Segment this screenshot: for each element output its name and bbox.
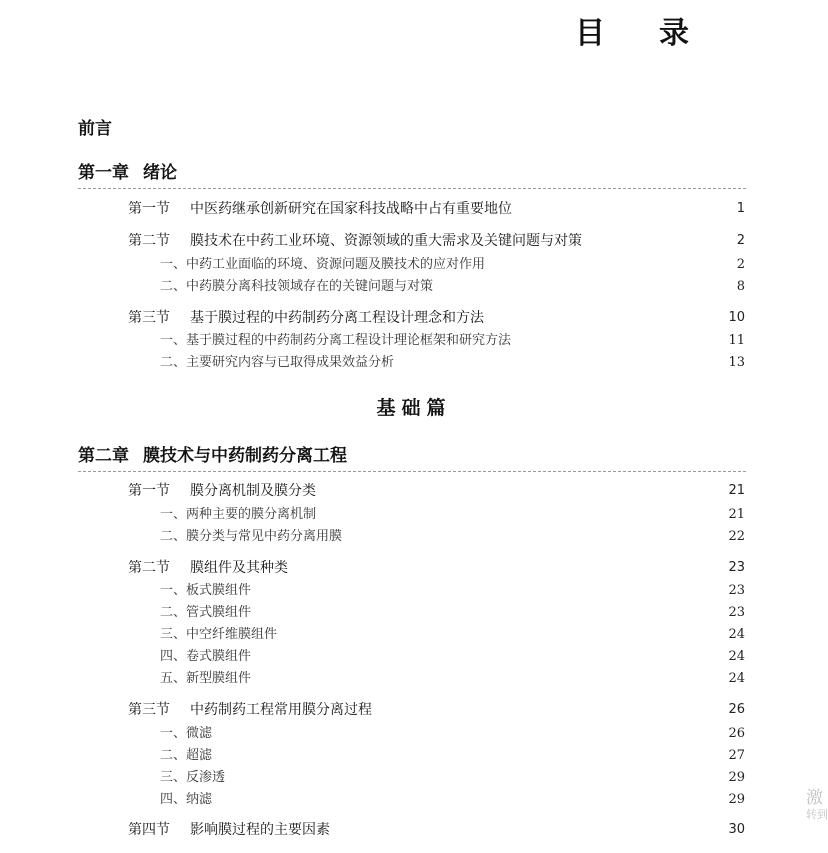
subsection-title: 四、纳滤	[160, 792, 213, 807]
page-number: 27	[728, 748, 745, 763]
page-number: 21	[728, 507, 745, 522]
subsection-title: 一、板式膜组件	[160, 583, 252, 598]
toc-subsection	[160, 331, 745, 351]
subsection-title: 四、卷式膜组件	[160, 649, 252, 664]
chapter-title: 绪论	[143, 163, 177, 183]
watermark-line: 激	[806, 788, 823, 808]
chapter-heading	[78, 441, 746, 472]
toc-subsection	[160, 768, 745, 788]
subsection-title: 一、基于膜过程的中药制药分离工程设计理论框架和研究方法	[160, 333, 512, 348]
page-number: 23	[728, 560, 745, 575]
activation-watermark	[806, 788, 828, 822]
toc-subsection	[160, 625, 745, 645]
chapter-title: 膜技术与中药制药分离工程	[143, 446, 347, 466]
toc-section	[128, 231, 745, 251]
toc-subsection	[160, 505, 745, 525]
page-number: 13	[728, 355, 745, 370]
toc-preface: 前言	[78, 119, 112, 139]
page-title: 目录	[575, 16, 743, 51]
section-title: 膜分离机制及膜分类	[190, 483, 316, 499]
page-number: 29	[728, 792, 745, 807]
page-number: 24	[728, 649, 745, 664]
page-number: 24	[728, 671, 745, 686]
page-number: 21	[728, 483, 745, 498]
chapter-heading	[78, 158, 746, 189]
subsection-title: 二、超滤	[160, 748, 213, 763]
page-number: 1	[736, 201, 745, 216]
toc-section	[128, 199, 745, 219]
watermark-line: 转到	[806, 808, 828, 821]
toc-section	[128, 308, 745, 328]
toc-section	[128, 481, 745, 501]
section-title: 影响膜过程的主要因素	[190, 822, 330, 838]
subsection-title: 一、中药工业面临的环境、资源问题及膜技术的应对作用	[160, 257, 486, 272]
section-number: 第一节	[128, 201, 170, 217]
page-number: 30	[728, 822, 745, 837]
section-title: 中药制药工程常用膜分离过程	[190, 702, 372, 718]
subsection-title: 二、中药膜分离科技领域存在的关键问题与对策	[160, 279, 434, 294]
toc-subsection	[160, 353, 745, 373]
section-title: 膜技术在中药工业环境、资源领域的重大需求及关键问题与对策	[190, 233, 582, 249]
toc-subsection	[160, 581, 745, 601]
section-number: 第四节	[128, 822, 170, 838]
section-title: 基于膜过程的中药制药分离工程设计理念和方法	[190, 310, 484, 326]
chapter-number: 第二章	[78, 446, 129, 466]
section-number: 第二节	[128, 560, 170, 576]
page-number: 8	[736, 279, 745, 294]
subsection-title: 三、中空纤维膜组件	[160, 627, 278, 642]
toc-section	[128, 820, 745, 840]
section-number: 第二节	[128, 233, 170, 249]
section-number: 第三节	[128, 310, 170, 326]
page-number: 11	[728, 333, 745, 348]
page-number: 2	[736, 257, 745, 272]
section-number: 第一节	[128, 483, 170, 499]
subsection-title: 二、主要研究内容与已取得成果效益分析	[160, 355, 395, 370]
page-number: 23	[728, 583, 745, 598]
subsection-title: 一、微滤	[160, 726, 213, 741]
subsection-title: 二、管式膜组件	[160, 605, 252, 620]
toc-section	[128, 700, 745, 720]
subsection-title: 五、新型膜组件	[160, 671, 252, 686]
toc-subsection	[160, 669, 745, 689]
section-number: 第三节	[128, 702, 170, 718]
subsection-title: 三、反渗透	[160, 770, 226, 785]
section-title: 膜组件及其种类	[190, 560, 288, 576]
page-number: 26	[728, 702, 745, 717]
toc-subsection	[160, 647, 745, 667]
toc-subsection	[160, 255, 745, 275]
page-number: 26	[728, 726, 745, 741]
section-title: 中医药继承创新研究在国家科技战略中占有重要地位	[190, 201, 512, 217]
toc-subsection	[160, 746, 745, 766]
page-number: 23	[728, 605, 745, 620]
toc-section	[128, 558, 745, 578]
toc-subsection	[160, 527, 745, 547]
page-number: 10	[728, 310, 745, 325]
subsection-title: 二、膜分类与常见中药分离用膜	[160, 529, 343, 544]
toc-subsection	[160, 790, 745, 810]
toc-subsection	[160, 277, 745, 297]
page-number: 22	[728, 529, 745, 544]
toc-subsection	[160, 724, 745, 744]
page-number: 24	[728, 627, 745, 642]
subsection-title: 一、两种主要的膜分离机制	[160, 507, 317, 522]
page-number: 29	[728, 770, 745, 785]
page-number: 2	[736, 233, 745, 248]
part-heading: 基础篇	[376, 397, 452, 419]
chapter-number: 第一章	[78, 163, 129, 183]
toc-subsection	[160, 603, 745, 623]
